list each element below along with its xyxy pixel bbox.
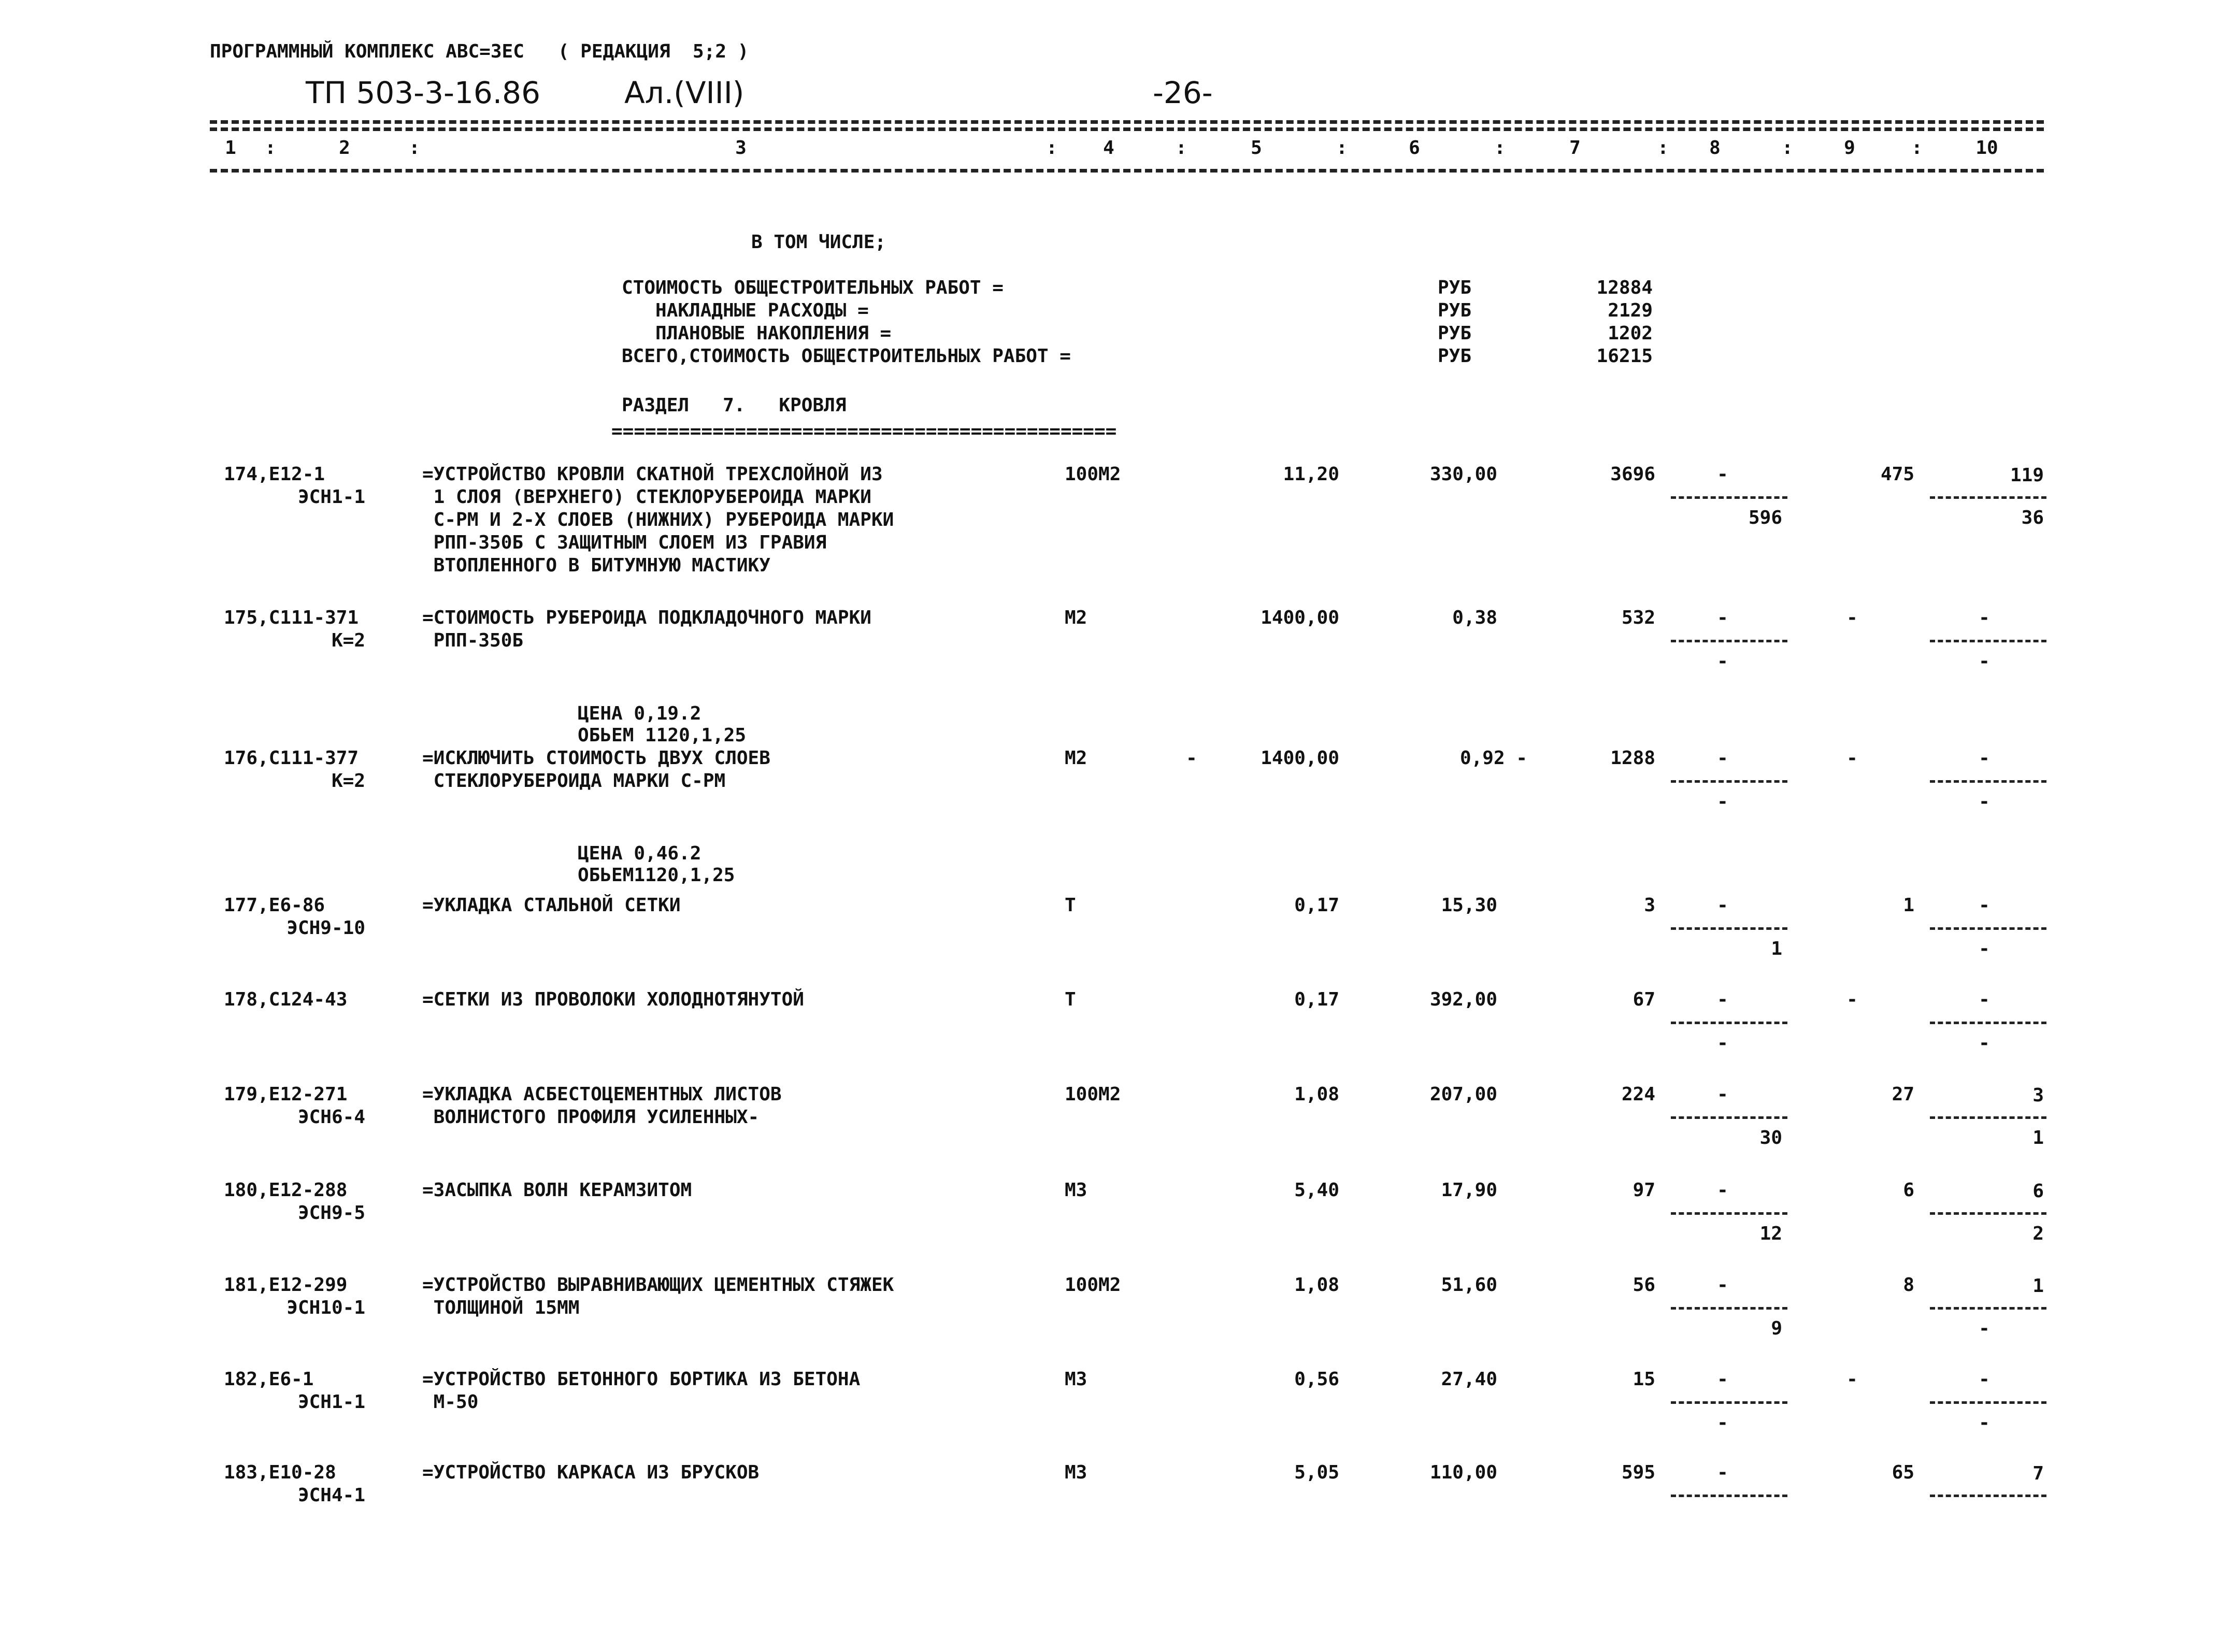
column-number-10: 10 bbox=[1975, 137, 1998, 159]
column-number-6: 6 bbox=[1409, 137, 1420, 159]
summary-heading: В ТОМ ЧИСЛЕ; bbox=[751, 232, 886, 253]
col10-divider bbox=[1930, 780, 2046, 783]
program-header: ПРОГРАММНЫЙ КОМПЛЕКС АВС=3ЕС ( РЕДАКЦИЯ 5;2 ) bbox=[210, 41, 749, 62]
column-number-4: 4 bbox=[1103, 137, 1114, 159]
column-number-2: 2 bbox=[339, 137, 350, 159]
item-description: СТЕКЛОРУБЕРОИДА МАРКИ С-РМ bbox=[422, 770, 726, 792]
col10-top: - bbox=[1979, 748, 1990, 769]
item-quantity: 0,56 bbox=[1294, 1369, 1339, 1390]
col9-value: - bbox=[1846, 748, 1858, 769]
col10-bottom: - bbox=[1979, 1032, 1990, 1054]
summary-value: 1202 bbox=[1608, 323, 1653, 344]
col10-top: 6 bbox=[2032, 1181, 2044, 1202]
col8-divider bbox=[1671, 1212, 1787, 1215]
col8-bottom: 9 bbox=[1771, 1318, 1782, 1339]
item-unit: М3 bbox=[1065, 1462, 1087, 1483]
item-quantity: 0,17 bbox=[1294, 895, 1339, 916]
column-separator: : bbox=[1046, 137, 1057, 159]
item-description: РПП-350Б С ЗАЩИТНЫМ СЛОЕМ ИЗ ГРАВИЯ bbox=[422, 532, 827, 553]
summary-label: ВСЕГО,СТОИМОСТЬ ОБЩЕСТРОИТЕЛЬНЫХ РАБОТ = bbox=[622, 346, 1071, 367]
item-quantity: 5,05 bbox=[1294, 1462, 1339, 1483]
col8-divider bbox=[1671, 1022, 1787, 1024]
col10-top: 119 bbox=[2010, 465, 2044, 486]
page-number: -26- bbox=[1153, 75, 1213, 110]
item-code: 174,Е12-1 bbox=[224, 464, 325, 485]
col8-top: - bbox=[1717, 748, 1728, 769]
item-cost: 97 bbox=[1632, 1180, 1655, 1201]
header-top-rule bbox=[210, 120, 2044, 124]
col10-bottom: - bbox=[1979, 791, 1990, 812]
column-separator: : bbox=[265, 137, 276, 159]
item-unit-price: 330,00 bbox=[1429, 464, 1497, 485]
col10-top: - bbox=[1979, 895, 1990, 916]
section-title: РАЗДЕЛ 7. КРОВЛЯ bbox=[622, 395, 847, 416]
col9-value: 475 bbox=[1880, 464, 1914, 485]
item-mark: - bbox=[1186, 748, 1197, 769]
item-cost: 67 bbox=[1632, 989, 1655, 1010]
item-description: 1 СЛОЯ (ВЕРХНЕГО) СТЕКЛОРУБЕРОИДА МАРКИ bbox=[422, 486, 871, 508]
item-subcode: ЭСН10-1 bbox=[287, 1297, 365, 1318]
item-description: =ЗАСЫПКА ВОЛН КЕРАМЗИТОМ bbox=[422, 1180, 692, 1201]
item-code: 178,С124-43 bbox=[224, 989, 348, 1010]
summary-unit: РУБ bbox=[1438, 300, 1472, 321]
item-cost: 532 bbox=[1621, 607, 1655, 628]
item-subcode: К=2 bbox=[331, 770, 365, 792]
column-separator: : bbox=[1494, 137, 1506, 159]
col8-divider bbox=[1671, 1307, 1787, 1310]
col8-top: - bbox=[1717, 1369, 1728, 1390]
col8-top: - bbox=[1717, 1180, 1728, 1201]
item-quantity: 1400,00 bbox=[1261, 748, 1339, 769]
header-top-rule-2 bbox=[210, 127, 2044, 131]
item-cost: 56 bbox=[1632, 1274, 1655, 1296]
col10-top: 7 bbox=[2032, 1463, 2044, 1484]
col8-bottom: - bbox=[1717, 651, 1728, 672]
summary-value: 12884 bbox=[1596, 277, 1653, 298]
col8-divider bbox=[1671, 927, 1787, 930]
col10-bottom: 1 bbox=[2032, 1127, 2044, 1148]
item-quantity: 5,40 bbox=[1294, 1180, 1339, 1201]
summary-label: ПЛАНОВЫЕ НАКОПЛЕНИЯ = bbox=[622, 323, 892, 344]
col10-bottom: - bbox=[1979, 938, 1990, 959]
col9-value: 27 bbox=[1892, 1084, 1914, 1105]
item-unit-price: 0,38 bbox=[1452, 607, 1497, 628]
col10-bottom: 36 bbox=[2021, 507, 2044, 528]
col8-divider bbox=[1671, 640, 1787, 642]
item-quantity: 1,08 bbox=[1294, 1274, 1339, 1296]
item-subcode: ЭСН6-4 bbox=[297, 1107, 365, 1128]
item-quantity: 0,17 bbox=[1294, 989, 1339, 1010]
item-code: 175,С111-371 bbox=[224, 607, 359, 628]
item-description: =УКЛАДКА АСБЕСТОЦЕМЕНТНЫХ ЛИСТОВ bbox=[422, 1084, 782, 1105]
col10-bottom: - bbox=[1979, 651, 1990, 672]
col10-divider bbox=[1930, 1307, 2046, 1310]
item-unit-price: 17,90 bbox=[1441, 1180, 1497, 1201]
item-description: М-50 bbox=[422, 1391, 479, 1413]
col8-top: - bbox=[1717, 1084, 1728, 1105]
item-description: ВТОПЛЕННОГО В БИТУМНУЮ МАСТИКУ bbox=[422, 555, 770, 576]
item-unit: 100М2 bbox=[1065, 1274, 1121, 1296]
col8-bottom: 596 bbox=[1748, 507, 1782, 528]
item-description: =СТОИМОСТЬ РУБЕРОИДА ПОДКЛАДОЧНОГО МАРКИ bbox=[422, 607, 871, 628]
summary-label: НАКЛАДНЫЕ РАСХОДЫ = bbox=[622, 300, 869, 321]
col8-top: - bbox=[1717, 895, 1728, 916]
col10-top: 3 bbox=[2032, 1085, 2044, 1106]
item-unit: М3 bbox=[1065, 1180, 1087, 1201]
item-unit-price: 110,00 bbox=[1429, 1462, 1497, 1483]
item-subcode: ЭСН9-5 bbox=[297, 1202, 365, 1224]
item-description: РПП-350Б bbox=[422, 630, 524, 651]
price-note: ЦЕНА 0,19.2 bbox=[578, 703, 701, 724]
col9-value: 1 bbox=[1903, 895, 1914, 916]
col10-divider bbox=[1930, 1212, 2046, 1215]
col8-bottom: 1 bbox=[1771, 938, 1782, 959]
item-subcode: К=2 bbox=[331, 630, 365, 651]
item-unit-price: 392,00 bbox=[1429, 989, 1497, 1010]
item-description: С-РМ И 2-Х СЛОЕВ (НИЖНИХ) РУБЕРОИДА МАРКИ bbox=[422, 509, 894, 530]
col10-bottom: 2 bbox=[2032, 1223, 2044, 1244]
item-unit: М3 bbox=[1065, 1369, 1087, 1390]
col8-divider bbox=[1671, 496, 1787, 499]
col9-value: 65 bbox=[1892, 1462, 1914, 1483]
item-code: 176,С111-377 bbox=[224, 748, 359, 769]
col10-divider bbox=[1930, 1495, 2046, 1497]
col8-top: - bbox=[1717, 1462, 1728, 1483]
item-unit-price: 207,00 bbox=[1429, 1084, 1497, 1105]
summary-value: 2129 bbox=[1608, 300, 1653, 321]
col10-divider bbox=[1930, 927, 2046, 930]
price-note: ОБЬЕМ 1120,1,25 bbox=[578, 725, 747, 746]
item-code: 177,Е6-86 bbox=[224, 895, 325, 916]
price-note: ОБЬЕМ1120,1,25 bbox=[578, 865, 735, 886]
col9-value: 6 bbox=[1903, 1180, 1914, 1201]
item-unit: Т bbox=[1065, 895, 1076, 916]
column-separator: : bbox=[1657, 137, 1669, 159]
item-description: =УСТРОЙСТВО КРОВЛИ СКАТНОЙ ТРЕХСЛОЙНОЙ ИЗ bbox=[422, 464, 883, 485]
item-cost: 224 bbox=[1621, 1084, 1655, 1105]
item-subcode: ЭСН9-10 bbox=[287, 917, 365, 939]
item-subcode: ЭСН1-1 bbox=[297, 486, 365, 508]
item-cost: 15 bbox=[1632, 1369, 1655, 1390]
col8-top: - bbox=[1717, 989, 1728, 1010]
item-quantity: 1,08 bbox=[1294, 1084, 1339, 1105]
col8-top: - bbox=[1717, 607, 1728, 628]
col10-bottom: - bbox=[1979, 1412, 1990, 1433]
column-number-5: 5 bbox=[1251, 137, 1262, 159]
project-number: ТП 503-3-16.86 bbox=[306, 75, 540, 110]
item-unit-price: 0,92 - bbox=[1459, 748, 1527, 769]
summary-unit: РУБ bbox=[1438, 323, 1472, 344]
col8-bottom: 12 bbox=[1759, 1223, 1782, 1244]
column-separator: : bbox=[1782, 137, 1793, 159]
item-subcode: ЭСН4-1 bbox=[297, 1485, 365, 1506]
column-separator: : bbox=[1176, 137, 1187, 159]
item-unit: М2 bbox=[1065, 607, 1087, 628]
item-description: =УКЛАДКА СТАЛЬНОЙ СЕТКИ bbox=[422, 895, 681, 916]
item-subcode: ЭСН1-1 bbox=[297, 1391, 365, 1413]
column-number-3: 3 bbox=[735, 137, 747, 159]
column-number-7: 7 bbox=[1569, 137, 1581, 159]
item-code: 181,Е12-299 bbox=[224, 1274, 348, 1296]
item-code: 179,Е12-271 bbox=[224, 1084, 348, 1105]
column-number-9: 9 bbox=[1844, 137, 1855, 159]
col10-divider bbox=[1930, 1022, 2046, 1024]
item-unit: 100М2 bbox=[1065, 1084, 1121, 1105]
column-separator: : bbox=[409, 137, 420, 159]
col10-top: - bbox=[1979, 1369, 1990, 1390]
col9-value: - bbox=[1846, 989, 1858, 1010]
section-underline: ============================================= bbox=[611, 421, 1117, 442]
item-cost: 3 bbox=[1644, 895, 1655, 916]
item-quantity: 1400,00 bbox=[1261, 607, 1339, 628]
item-code: 182,Е6-1 bbox=[224, 1369, 314, 1390]
col10-top: - bbox=[1979, 607, 1990, 628]
col9-value: - bbox=[1846, 1369, 1858, 1390]
item-code: 183,Е10-28 bbox=[224, 1462, 336, 1483]
header-bottom-rule bbox=[210, 169, 2044, 173]
col8-divider bbox=[1671, 1401, 1787, 1404]
col10-top: 1 bbox=[2032, 1275, 2044, 1297]
column-separator: : bbox=[1336, 137, 1348, 159]
col10-bottom: - bbox=[1979, 1318, 1990, 1339]
item-unit: 100М2 bbox=[1065, 464, 1121, 485]
col8-top: - bbox=[1717, 1274, 1728, 1296]
item-code: 180,Е12-288 bbox=[224, 1180, 348, 1201]
item-cost: 595 bbox=[1621, 1462, 1655, 1483]
item-description: =УСТРОЙСТВО КАРКАСА ИЗ БРУСКОВ bbox=[422, 1462, 760, 1483]
item-quantity: 11,20 bbox=[1283, 464, 1339, 485]
col10-top: - bbox=[1979, 989, 1990, 1010]
summary-unit: РУБ bbox=[1438, 346, 1472, 367]
col9-value: 8 bbox=[1903, 1274, 1914, 1296]
price-note: ЦЕНА 0,46.2 bbox=[578, 843, 701, 864]
col8-bottom: - bbox=[1717, 1032, 1728, 1054]
item-description: =ИСКЛЮЧИТЬ СТОИМОСТЬ ДВУХ СЛОЕВ bbox=[422, 748, 770, 769]
item-unit: М2 bbox=[1065, 748, 1087, 769]
column-number-8: 8 bbox=[1709, 137, 1721, 159]
item-unit-price: 15,30 bbox=[1441, 895, 1497, 916]
column-number-1: 1 bbox=[225, 137, 236, 159]
item-description: =СЕТКИ ИЗ ПРОВОЛОКИ ХОЛОДНОТЯНУТОЙ bbox=[422, 989, 804, 1010]
col8-bottom: - bbox=[1717, 791, 1728, 812]
col8-divider bbox=[1671, 780, 1787, 783]
item-unit-price: 51,60 bbox=[1441, 1274, 1497, 1296]
item-unit-price: 27,40 bbox=[1441, 1369, 1497, 1390]
summary-value: 16215 bbox=[1596, 346, 1653, 367]
col10-divider bbox=[1930, 1401, 2046, 1404]
item-description: ТОЛЩИНОЙ 15ММ bbox=[422, 1297, 580, 1318]
col8-divider bbox=[1671, 1116, 1787, 1119]
col8-divider bbox=[1671, 1495, 1787, 1497]
item-cost: 1288 bbox=[1610, 748, 1655, 769]
col10-divider bbox=[1930, 640, 2046, 642]
summary-unit: РУБ bbox=[1438, 277, 1472, 298]
col10-divider bbox=[1930, 496, 2046, 499]
item-cost: 3696 bbox=[1610, 464, 1655, 485]
col9-value: - bbox=[1846, 607, 1858, 628]
col10-divider bbox=[1930, 1116, 2046, 1119]
summary-label: СТОИМОСТЬ ОБЩЕСТРОИТЕЛЬНЫХ РАБОТ = bbox=[622, 277, 1004, 298]
column-separator: : bbox=[1911, 137, 1923, 159]
album-number: Ал.(VIII) bbox=[624, 75, 744, 110]
item-unit: Т bbox=[1065, 989, 1076, 1010]
col8-bottom: - bbox=[1717, 1412, 1728, 1433]
col8-top: - bbox=[1717, 464, 1728, 485]
item-description: =УСТРОЙСТВО ВЫРАВНИВАЮЩИХ ЦЕМЕНТНЫХ СТЯЖЕК bbox=[422, 1274, 894, 1296]
item-description: ВОЛНИСТОГО ПРОФИЛЯ УСИЛЕННЫХ- bbox=[422, 1107, 760, 1128]
item-description: =УСТРОЙСТВО БЕТОННОГО БОРТИКА ИЗ БЕТОНА bbox=[422, 1369, 861, 1390]
col8-bottom: 30 bbox=[1759, 1127, 1782, 1148]
